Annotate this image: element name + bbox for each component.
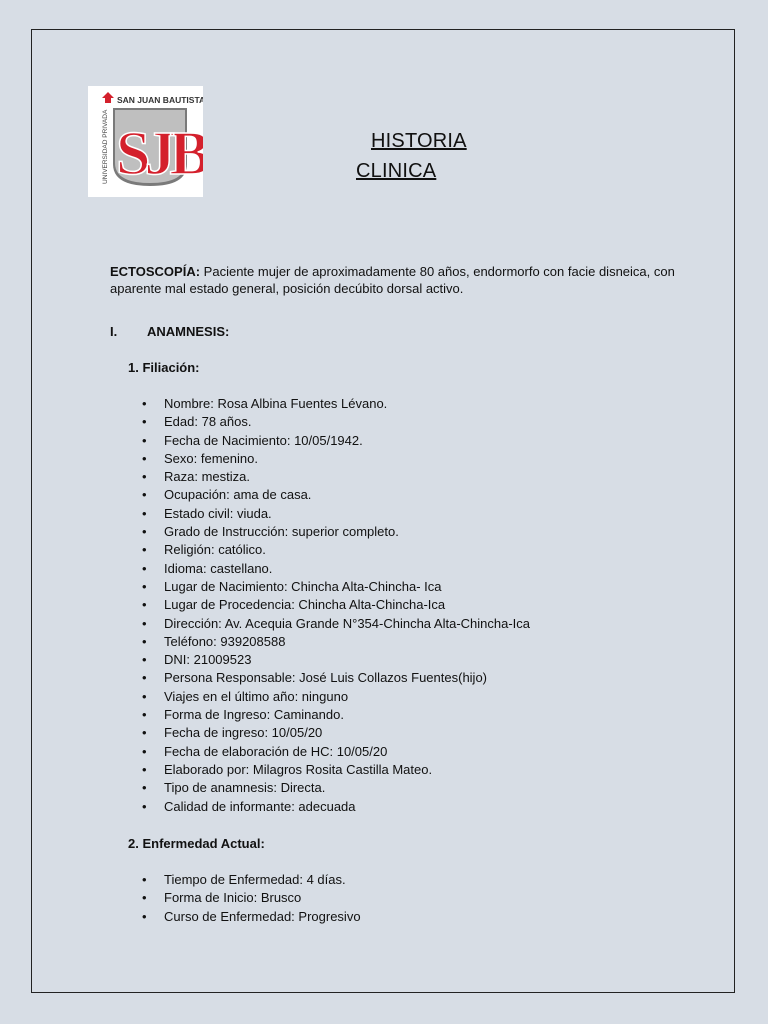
list-item: • Ocupación: ama de casa.: [142, 486, 530, 504]
list-item: • Dirección: Av. Acequia Grande N°354-Chincha Alta-Chincha-Ica: [142, 615, 530, 633]
ectoscopia-text: Paciente mujer de aproximadamente 80 años, endormorfo con facie disneica, con aparente mal estado general, posición decúbito dorsal activo.: [110, 264, 675, 296]
list-item: • Idioma: castellano.: [142, 560, 530, 578]
list-item: • Curso de Enfermedad: Progresivo: [142, 908, 361, 926]
document-page: [31, 29, 735, 993]
list-item: • Fecha de ingreso: 10/05/20: [142, 724, 530, 742]
list-item: • Forma de Inicio: Brusco: [142, 889, 361, 907]
document-title-line2: CLINICA: [356, 160, 437, 182]
list-item: • Nombre: Rosa Albina Fuentes Lévano.: [142, 395, 530, 413]
document-title-line1: HISTORIA: [371, 130, 467, 152]
list-item: • Tipo de anamnesis: Directa.: [142, 779, 530, 797]
logo-top-text: SAN JUAN BAUTISTA: [117, 95, 203, 105]
enfermedad-actual-list: [142, 871, 361, 926]
list-item: • Sexo: femenino.: [142, 450, 530, 468]
list-item: • Elaborado por: Milagros Rosita Castilla Mateo.: [142, 761, 530, 779]
list-item: • Edad: 78 años.: [142, 413, 530, 431]
ectoscopia-paragraph: [110, 263, 690, 297]
university-logo: [88, 86, 203, 197]
list-item: • Religión: católico.: [142, 541, 530, 559]
section-label: ANAMNESIS:: [147, 324, 230, 339]
list-item: • Lugar de Nacimiento: Chincha Alta-Chincha- Ica: [142, 578, 530, 596]
list-item: • Forma de Ingreso: Caminando.: [142, 706, 530, 724]
enfermedad-actual-heading: 2. Enfermedad Actual:: [128, 836, 265, 851]
list-item: • Grado de Instrucción: superior completo.: [142, 523, 530, 541]
list-item: • Fecha de elaboración de HC: 10/05/20: [142, 743, 530, 761]
list-item: • Tiempo de Enfermedad: 4 días.: [142, 871, 361, 889]
logo-side-text: UNIVERSIDAD PRIVADA: [102, 109, 109, 184]
section-number: I.: [110, 324, 118, 339]
logo-monogram: SJB: [116, 120, 203, 188]
list-item: • Viajes en el último año: ninguno: [142, 688, 530, 706]
list-item: • Persona Responsable: José Luis Collazos Fuentes(hijo): [142, 669, 530, 687]
sjb-logo-graphic: [88, 86, 203, 197]
list-item: • Estado civil: viuda.: [142, 505, 530, 523]
list-item: • DNI: 21009523: [142, 651, 530, 669]
filiacion-list: [142, 395, 530, 816]
list-item: • Teléfono: 939208588: [142, 633, 530, 651]
section-anamnesis-heading: [110, 324, 229, 339]
list-item: • Raza: mestiza.: [142, 468, 530, 486]
filiacion-heading: 1. Filiación:: [128, 360, 200, 375]
ectoscopia-label: ECTOSCOPÍA:: [110, 264, 201, 279]
list-item: • Calidad de informante: adecuada: [142, 798, 530, 816]
list-item: • Fecha de Nacimiento: 10/05/1942.: [142, 432, 530, 450]
list-item: • Lugar de Procedencia: Chincha Alta-Chincha-Ica: [142, 596, 530, 614]
